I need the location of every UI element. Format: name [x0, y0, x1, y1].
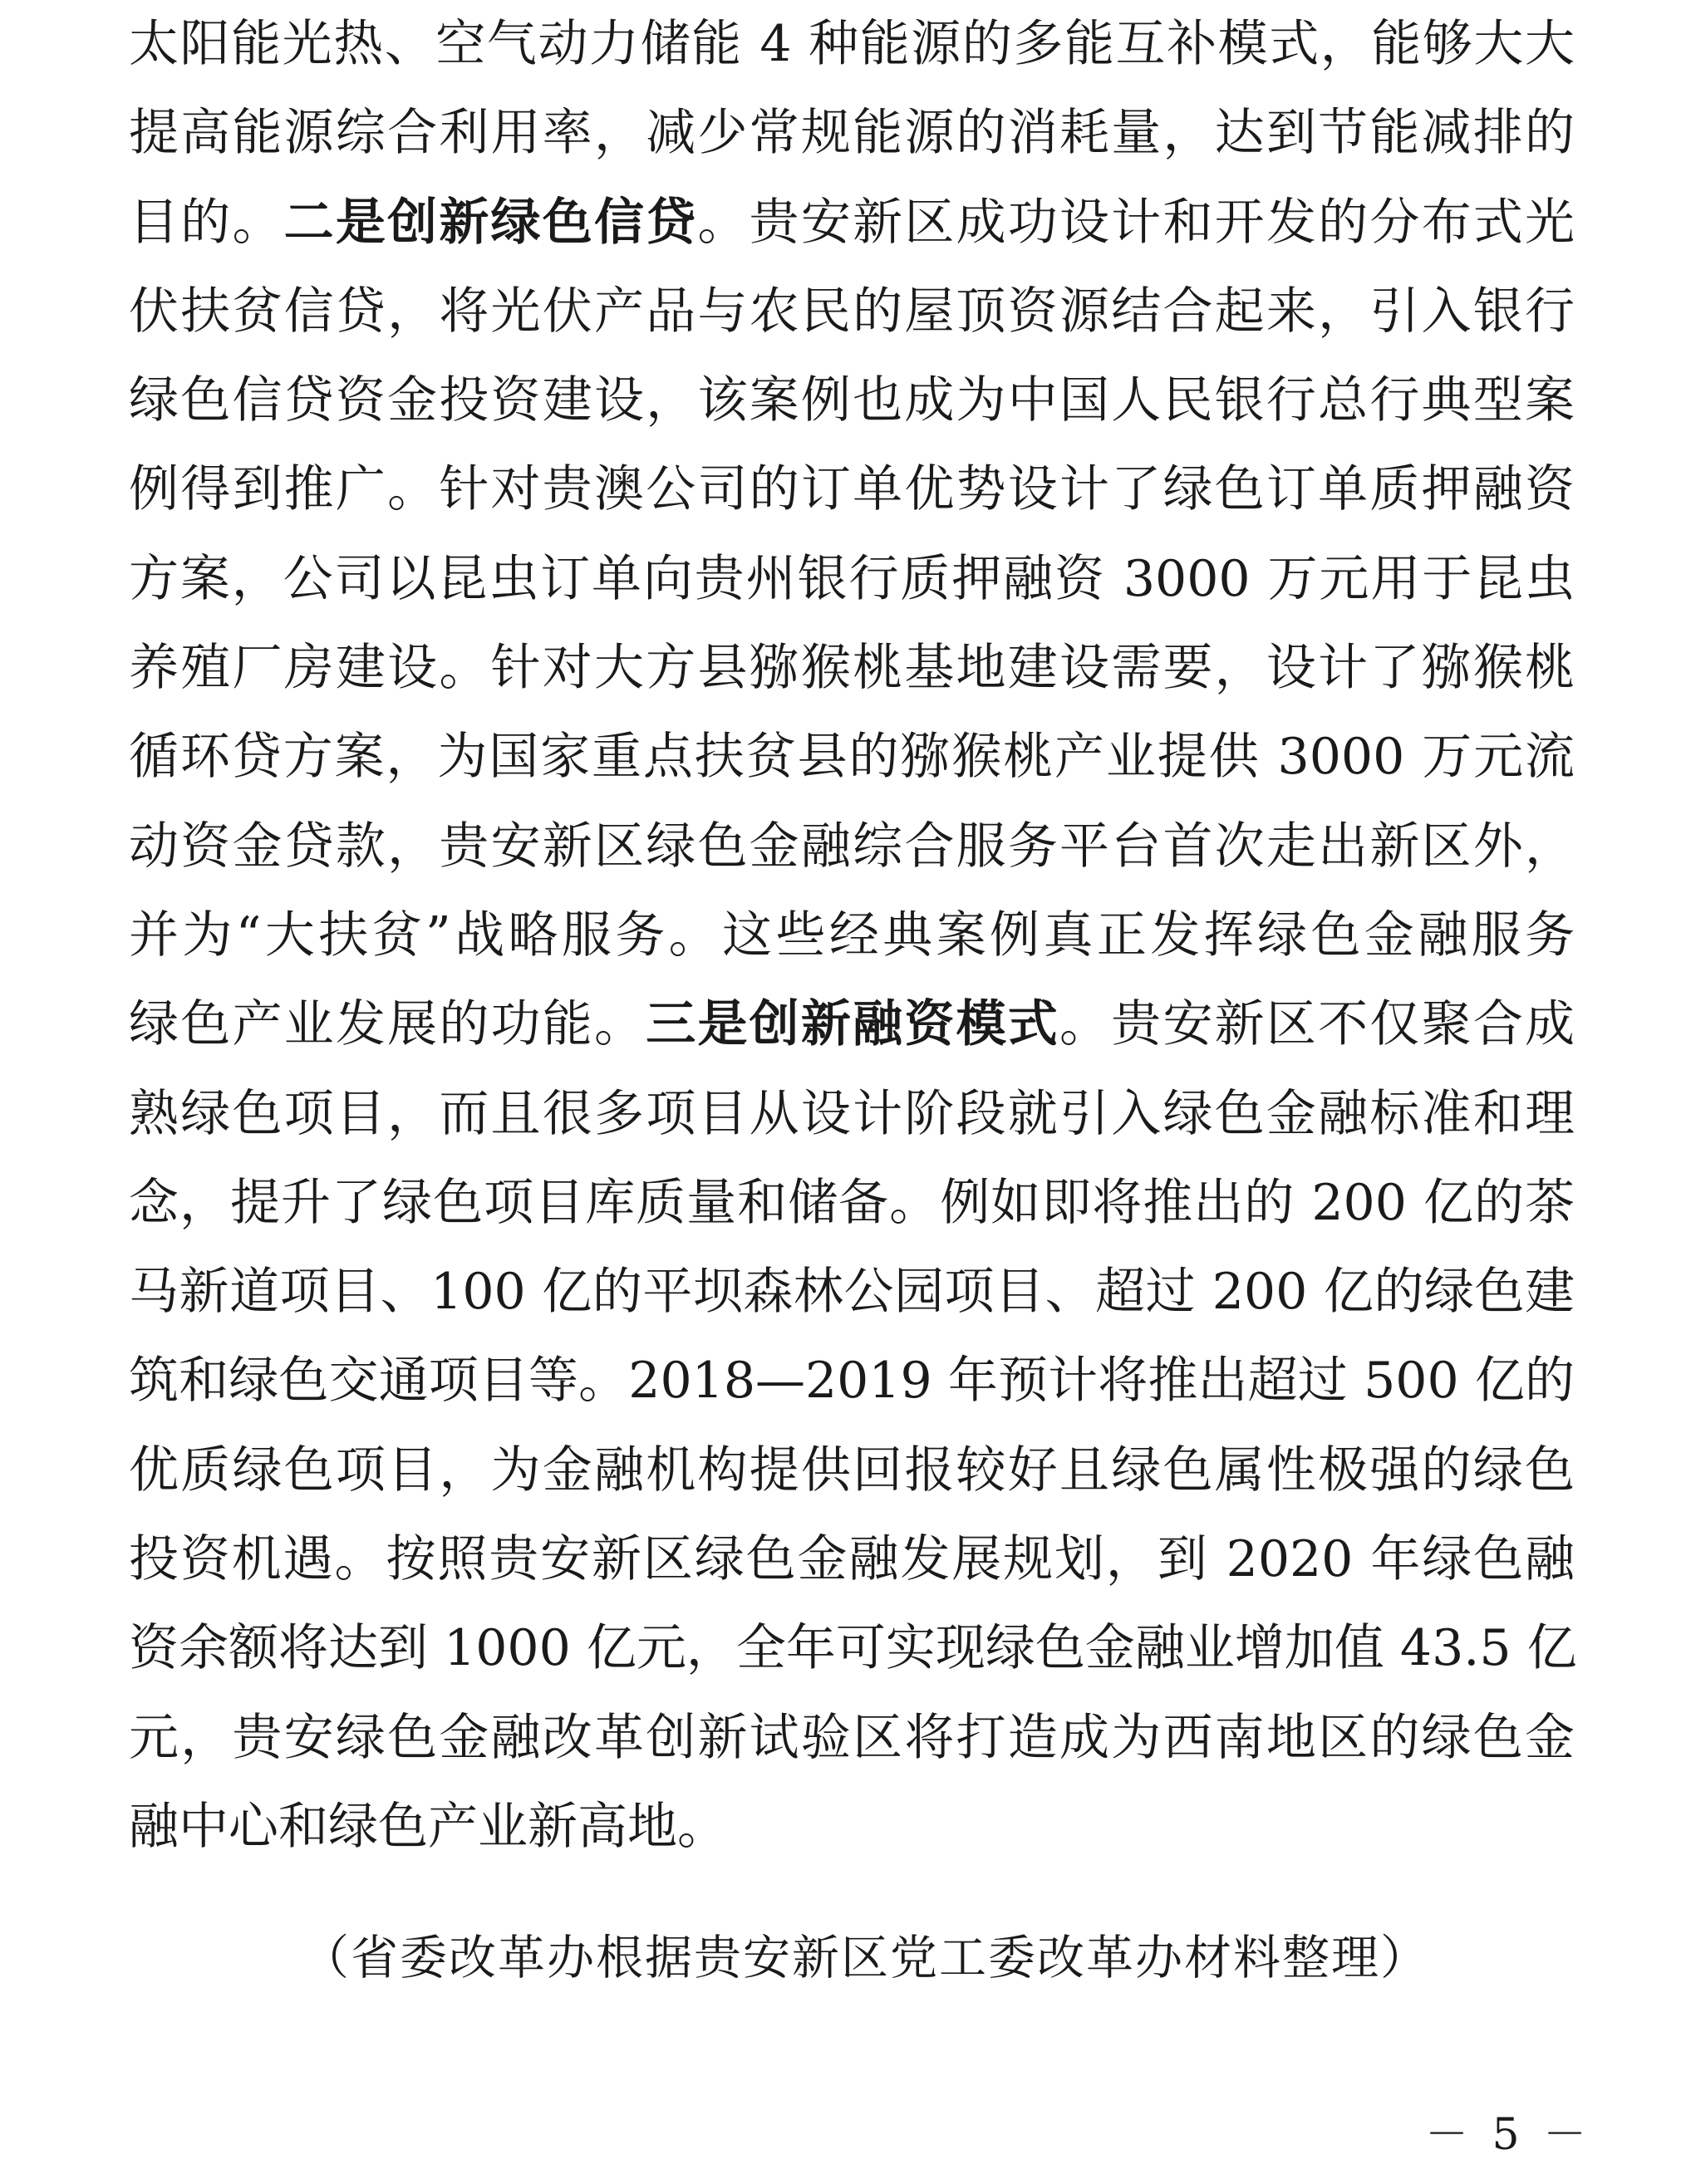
paragraph-line: [129, 802, 1575, 891]
text-run: 马新道项目、100 亿的平坝森林公园项目、超过 200 亿的绿色建: [129, 1263, 1575, 1322]
paragraph-line: [129, 1515, 1575, 1604]
text-run: 伏扶贫信贷，将光伏产品与农民的屋顶资源结合起来，引入银行: [129, 282, 1575, 341]
text-run: 太阳能光热、空气动力储能 4 种能源的多能互补模式，能够大大: [129, 15, 1575, 73]
text-run: 提高能源综合利用率，减少常规能源的消耗量，达到节能减排的: [129, 104, 1575, 163]
text-run: 绿色信贷资金投资建设，该案例也成为中国人民银行总行典型案: [129, 371, 1575, 430]
text-run: 动资金贷款，贵安新区绿色金融综合服务平台首次走出新区外，: [129, 817, 1575, 876]
text-run: 元，贵安绿色金融改革创新试验区将打造成为西南地区的绿色金: [129, 1708, 1575, 1767]
text-run: 方案，公司以昆虫订单向贵州银行质押融资 3000 万元用于昆虫: [129, 549, 1575, 608]
text-run: 养殖厂房建设。针对大方县猕猴桃基地建设需要，设计了猕猴桃: [129, 639, 1575, 698]
paragraph-line: [129, 89, 1575, 178]
paragraph-line: [129, 891, 1575, 980]
paragraph-line: [129, 1604, 1575, 1693]
bold-heading-phrase: 三是创新融资模式: [646, 995, 1060, 1054]
text-run: 熟绿色项目，而且很多项目从设计阶段就引入绿色金融标准和理: [129, 1084, 1575, 1143]
text-run: 例得到推广。针对贵澳公司的订单优势设计了绿色订单质押融资: [129, 460, 1575, 519]
text-run: 目的。: [129, 193, 284, 252]
text-run: 循环贷方案，为国家重点扶贫县的猕猴桃产业提供 3000 万元流: [129, 728, 1575, 787]
paragraph-line: [129, 1426, 1575, 1515]
bold-heading-phrase: 二是创新绿色信贷: [283, 193, 698, 252]
text-run: 融中心和绿色产业新高地。: [129, 1797, 727, 1856]
paragraph-line: [129, 445, 1575, 534]
paragraph-line: [129, 1248, 1575, 1337]
text-run: 念，提升了绿色项目库质量和储备。例如即将推出的 200 亿的茶: [129, 1173, 1575, 1232]
text-run: 。贵安新区不仅聚合成: [1059, 995, 1575, 1054]
paragraph-line: [129, 713, 1575, 802]
text-run: 筑和绿色交通项目等。2018—2019 年预计将推出超过 500 亿的: [129, 1352, 1575, 1411]
paragraph-line: [129, 1694, 1575, 1783]
paragraph-line: [129, 1783, 1575, 1872]
paragraph-line: [129, 1337, 1575, 1426]
paragraph-line: [129, 0, 1575, 89]
paragraph-line: [129, 179, 1575, 267]
paragraph-line: [129, 267, 1575, 356]
page-number: － 5 －: [1425, 2110, 1592, 2160]
source-note: （省委改革办根据贵安新区党工委改革办材料整理）: [302, 1931, 1429, 1985]
paragraph-line: [129, 535, 1575, 624]
text-run: 。贵安新区成功设计和开发的分布式光: [697, 193, 1575, 252]
paragraph-line: [129, 980, 1575, 1069]
text-run: 绿色产业发展的功能。: [129, 995, 646, 1054]
paragraph-line: [129, 356, 1575, 445]
text-run: 投资机遇。按照贵安新区绿色金融发展规划，到 2020 年绿色融: [129, 1530, 1575, 1589]
paragraph-line: [129, 624, 1575, 713]
text-run: 并为“大扶贫”战略服务。这些经典案例真正发挥绿色金融服务: [129, 906, 1575, 964]
text-run: 资余额将达到 1000 亿元，全年可实现绿色金融业增加值 43.5 亿: [129, 1619, 1577, 1678]
paragraph-line: [129, 1159, 1575, 1248]
text-run: 优质绿色项目，为金融机构提供回报较好且绿色属性极强的绿色: [129, 1440, 1575, 1499]
paragraph-line: [129, 1070, 1575, 1159]
body-text: [129, 0, 1575, 1872]
